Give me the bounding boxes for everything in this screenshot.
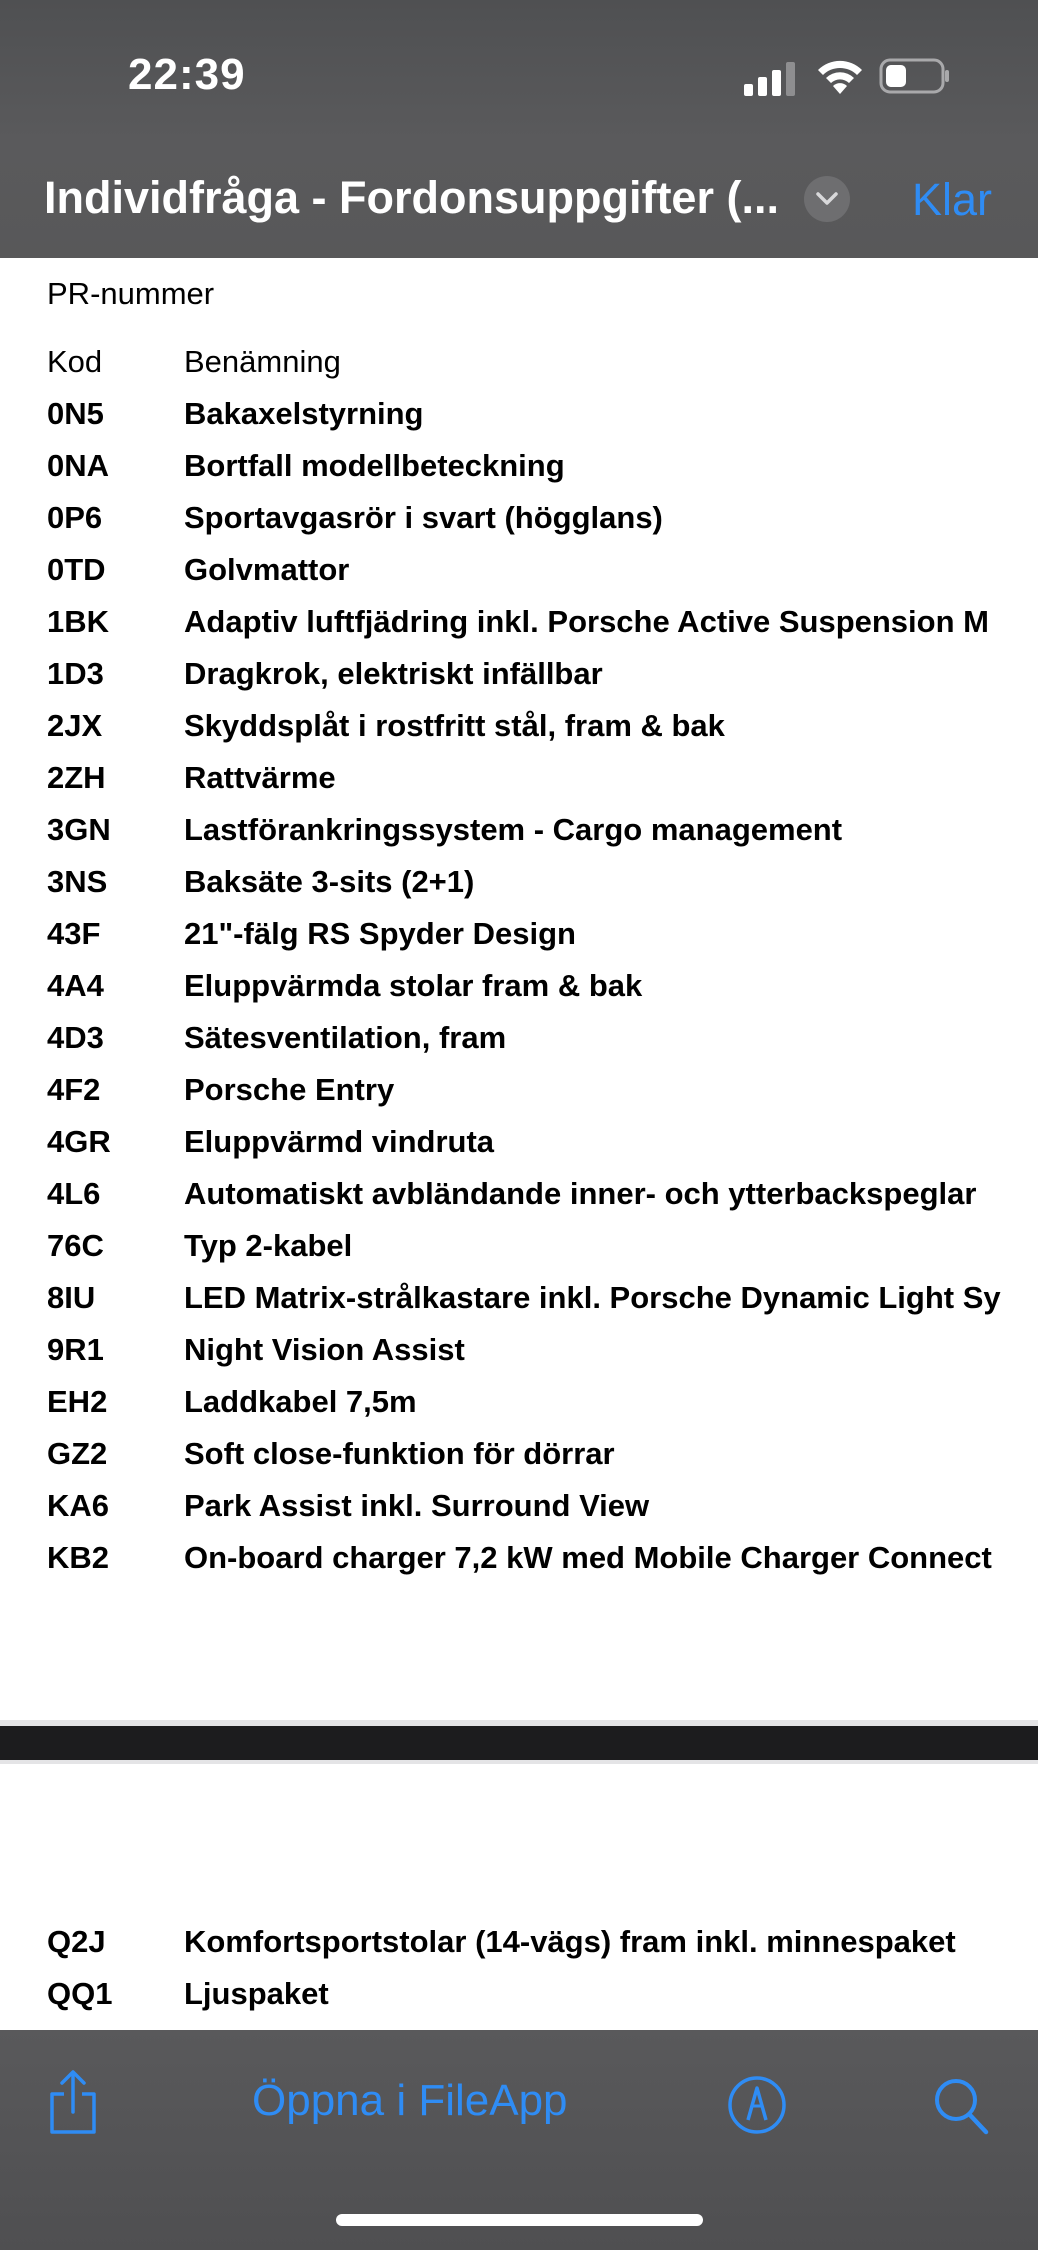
option-code: GZ2 <box>47 1436 108 1471</box>
table-row <box>0 1020 1038 1070</box>
table-row <box>0 604 1038 654</box>
option-code: 0P6 <box>47 500 103 535</box>
option-name: Dragkrok, elektriskt infällbar <box>184 656 603 691</box>
table-row <box>0 1124 1038 1174</box>
option-code: EH2 <box>47 1384 108 1419</box>
home-indicator <box>336 2214 703 2226</box>
option-code: 8IU <box>47 1280 96 1315</box>
share-icon[interactable] <box>46 2070 100 2136</box>
option-code: 4GR <box>47 1124 111 1159</box>
option-code: 43F <box>47 916 101 951</box>
option-name: LED Matrix-strålkastare inkl. Porsche Dynamic Light Sy <box>184 1280 1001 1315</box>
table-row <box>0 1176 1038 1226</box>
top-chrome <box>0 0 1038 258</box>
page-separator <box>0 1726 1038 1760</box>
option-code: KA6 <box>47 1488 110 1523</box>
option-code: Q2J <box>47 1924 106 1959</box>
option-name: Sportavgasrör i svart (högglans) <box>184 500 663 535</box>
wifi-icon <box>815 56 865 96</box>
option-code: 4F2 <box>47 1072 101 1107</box>
option-name: Lastförankringssystem - Cargo management <box>184 812 843 847</box>
status-time: 22:39 <box>128 50 246 99</box>
option-name: Night Vision Assist <box>184 1332 465 1367</box>
table-row <box>0 708 1038 758</box>
table-row <box>0 1924 1038 1974</box>
table-row <box>0 1332 1038 1382</box>
option-code: 3GN <box>47 812 111 847</box>
status-bar <box>0 0 1038 150</box>
option-code: KB2 <box>47 1540 110 1575</box>
option-name: Ljuspaket <box>184 1976 329 2011</box>
option-name: Bakaxelstyrning <box>184 396 424 431</box>
table-row <box>0 552 1038 602</box>
table-row <box>0 396 1038 446</box>
option-name: Skyddsplåt i rostfritt stål, fram & bak <box>184 708 725 743</box>
page-separator-edge <box>0 1760 1038 1764</box>
option-name: Golvmattor <box>184 552 350 587</box>
table-row <box>0 1436 1038 1486</box>
table-row <box>0 864 1038 914</box>
option-code: 4L6 <box>47 1176 101 1211</box>
table-row <box>0 760 1038 810</box>
table-row <box>0 656 1038 706</box>
option-name: Komfortsportstolar (14-vägs) fram inkl. minnespaket <box>184 1924 956 1959</box>
option-code: 9R1 <box>47 1332 104 1367</box>
open-in-files-button[interactable]: Öppna i FileApp <box>252 2076 568 2125</box>
table-row <box>0 1540 1038 1590</box>
option-code: 4D3 <box>47 1020 104 1055</box>
table-row <box>0 812 1038 862</box>
column-header-code: Kod <box>47 344 103 379</box>
table-row <box>0 500 1038 550</box>
title-menu-button[interactable] <box>804 176 850 222</box>
option-name: On-board charger 7,2 kW med Mobile Charger Connect <box>184 1540 992 1575</box>
table-row <box>0 968 1038 1018</box>
option-name: Automatiskt avbländande inner- och ytterbackspeglar <box>184 1176 977 1211</box>
document-title: Individfråga - Fordonsuppgifter (... <box>44 172 779 223</box>
table-row <box>0 916 1038 966</box>
bottom-toolbar <box>0 2030 1038 2250</box>
option-name: Baksäte 3-sits (2+1) <box>184 864 475 899</box>
search-icon[interactable] <box>932 2076 990 2136</box>
option-code: 0TD <box>47 552 106 587</box>
option-name: Park Assist inkl. Surround View <box>184 1488 650 1523</box>
chevron-down-icon <box>815 189 839 209</box>
option-name: Bortfall modellbeteckning <box>184 448 565 483</box>
document-page[interactable] <box>0 258 1038 1720</box>
table-row <box>0 1384 1038 1434</box>
option-code: 2JX <box>47 708 103 743</box>
table-row <box>0 1280 1038 1330</box>
option-code: 0N5 <box>47 396 104 431</box>
option-name: Porsche Entry <box>184 1072 395 1107</box>
option-name: Eluppvärmda stolar fram & bak <box>184 968 643 1003</box>
option-name: Typ 2-kabel <box>184 1228 353 1263</box>
battery-icon <box>879 58 951 94</box>
section-heading: PR-nummer <box>47 276 215 311</box>
option-code: 0NA <box>47 448 110 483</box>
table-row <box>0 1488 1038 1538</box>
option-name: Eluppvärmd vindruta <box>184 1124 495 1159</box>
option-code: QQ1 <box>47 1976 113 2011</box>
option-code: 76C <box>47 1228 104 1263</box>
option-code: 1BK <box>47 604 110 639</box>
cellular-signal-icon <box>742 62 798 96</box>
option-code: 4A4 <box>47 968 104 1003</box>
column-header-name: Benämning <box>184 344 341 379</box>
table-row <box>0 1228 1038 1278</box>
option-name: Sätesventilation, fram <box>184 1020 507 1055</box>
option-name: Adaptiv luftfjädring inkl. Porsche Active Suspension M <box>184 604 989 639</box>
table-row <box>0 448 1038 498</box>
nav-bar <box>0 150 1038 258</box>
option-code: 3NS <box>47 864 108 899</box>
option-code: 2ZH <box>47 760 106 795</box>
option-code: 1D3 <box>47 656 104 691</box>
option-name: Soft close-funktion för dörrar <box>184 1436 615 1471</box>
done-button[interactable]: Klar <box>912 174 993 225</box>
option-name: Rattvärme <box>184 760 336 795</box>
markup-icon[interactable] <box>726 2074 788 2136</box>
table-row <box>0 1072 1038 1122</box>
option-name: Laddkabel 7,5m <box>184 1384 417 1419</box>
table-row <box>0 1976 1038 2026</box>
option-name: 21"-fälg RS Spyder Design <box>184 916 576 951</box>
